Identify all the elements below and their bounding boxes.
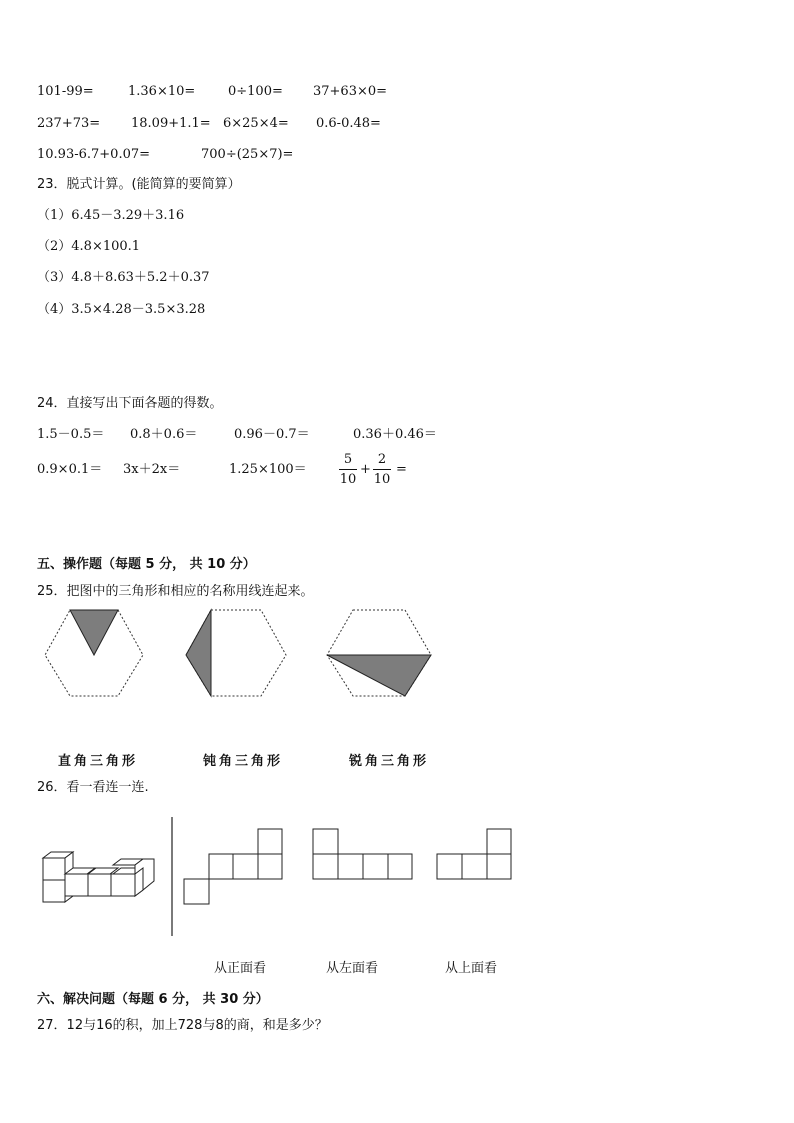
q23-item: （2）4.8×100.1 [37, 239, 141, 254]
q24-item: 3x＋2x＝ [123, 462, 181, 477]
q24-item: 1.25×100＝ [229, 462, 307, 477]
fraction-b-denominator: 10 [373, 472, 391, 487]
question-23-title: 23．脱式计算。(能简算的要简算） [37, 177, 241, 192]
label-top-view: 从上面看 [445, 961, 498, 976]
fraction-plus: + [360, 462, 371, 477]
cube-figures [0, 815, 794, 945]
fraction-a-denominator: 10 [339, 472, 357, 487]
label-front-view: 从正面看 [214, 961, 267, 976]
label-obtuse-triangle: 钝角三角形 [203, 754, 284, 769]
hexagon-figures [0, 605, 794, 725]
hexagon-obtuse-triangle [186, 610, 286, 696]
view-grid-1 [184, 829, 282, 904]
fraction-a [339, 452, 357, 487]
calc-item: 101-99= [37, 84, 94, 99]
q23-item: （3）4.8＋8.63＋5.2＋0.37 [37, 270, 210, 285]
hexagon-acute-triangle [327, 610, 431, 696]
fraction-bar [373, 469, 391, 470]
fraction-b-numerator: 2 [377, 452, 387, 467]
calc-item: 1.36×10= [128, 84, 196, 99]
calc-item: 0.6-0.48= [316, 116, 381, 131]
label-right-triangle: 直角三角形 [58, 754, 139, 769]
view-grid-2 [313, 829, 412, 879]
fraction-a-numerator: 5 [343, 452, 353, 467]
question-26-title: 26．看一看连一连. [37, 780, 149, 795]
cube-stack-3d [43, 852, 154, 902]
calc-item: 6×25×4= [223, 116, 289, 131]
calc-item: 237+73= [37, 116, 101, 131]
question-25-title: 25．把图中的三角形和相应的名称用线连起来。 [37, 584, 314, 599]
question-27-text: 27．12与16的积，加上728与8的商，和是多少？ [37, 1018, 328, 1033]
fraction-b [373, 452, 391, 487]
calc-item: 700÷(25×7)= [201, 147, 294, 162]
view-grid-3 [437, 829, 511, 879]
question-24-title: 24．直接写出下面各题的得数。 [37, 396, 223, 411]
hexagon-right-triangle [45, 610, 143, 696]
calc-item: 18.09+1.1= [131, 116, 211, 131]
section-5-title: 五、操作题（每题 5 分， 共 10 分） [37, 557, 256, 572]
calc-item: 0÷100= [228, 84, 283, 99]
label-acute-triangle: 锐角三角形 [349, 754, 430, 769]
label-left-view: 从左面看 [326, 961, 379, 976]
q24-item: 1.5－0.5＝ [37, 427, 105, 442]
q24-item: 0.9×0.1＝ [37, 462, 103, 477]
q24-item: 0.8＋0.6＝ [130, 427, 198, 442]
fraction-equals: = [396, 462, 407, 477]
calc-item: 10.93-6.7+0.07= [37, 147, 151, 162]
calc-item: 37+63×0= [313, 84, 388, 99]
q23-item: （1）6.45－3.29＋3.16 [37, 208, 185, 223]
fraction-bar [339, 469, 357, 470]
q24-item: 0.96－0.7＝ [234, 427, 310, 442]
q23-item: （4）3.5×4.28－3.5×3.28 [37, 302, 206, 317]
q24-item: 0.36＋0.46＝ [353, 427, 437, 442]
section-6-title: 六、解决问题（每题 6 分， 共 30 分） [37, 992, 269, 1007]
